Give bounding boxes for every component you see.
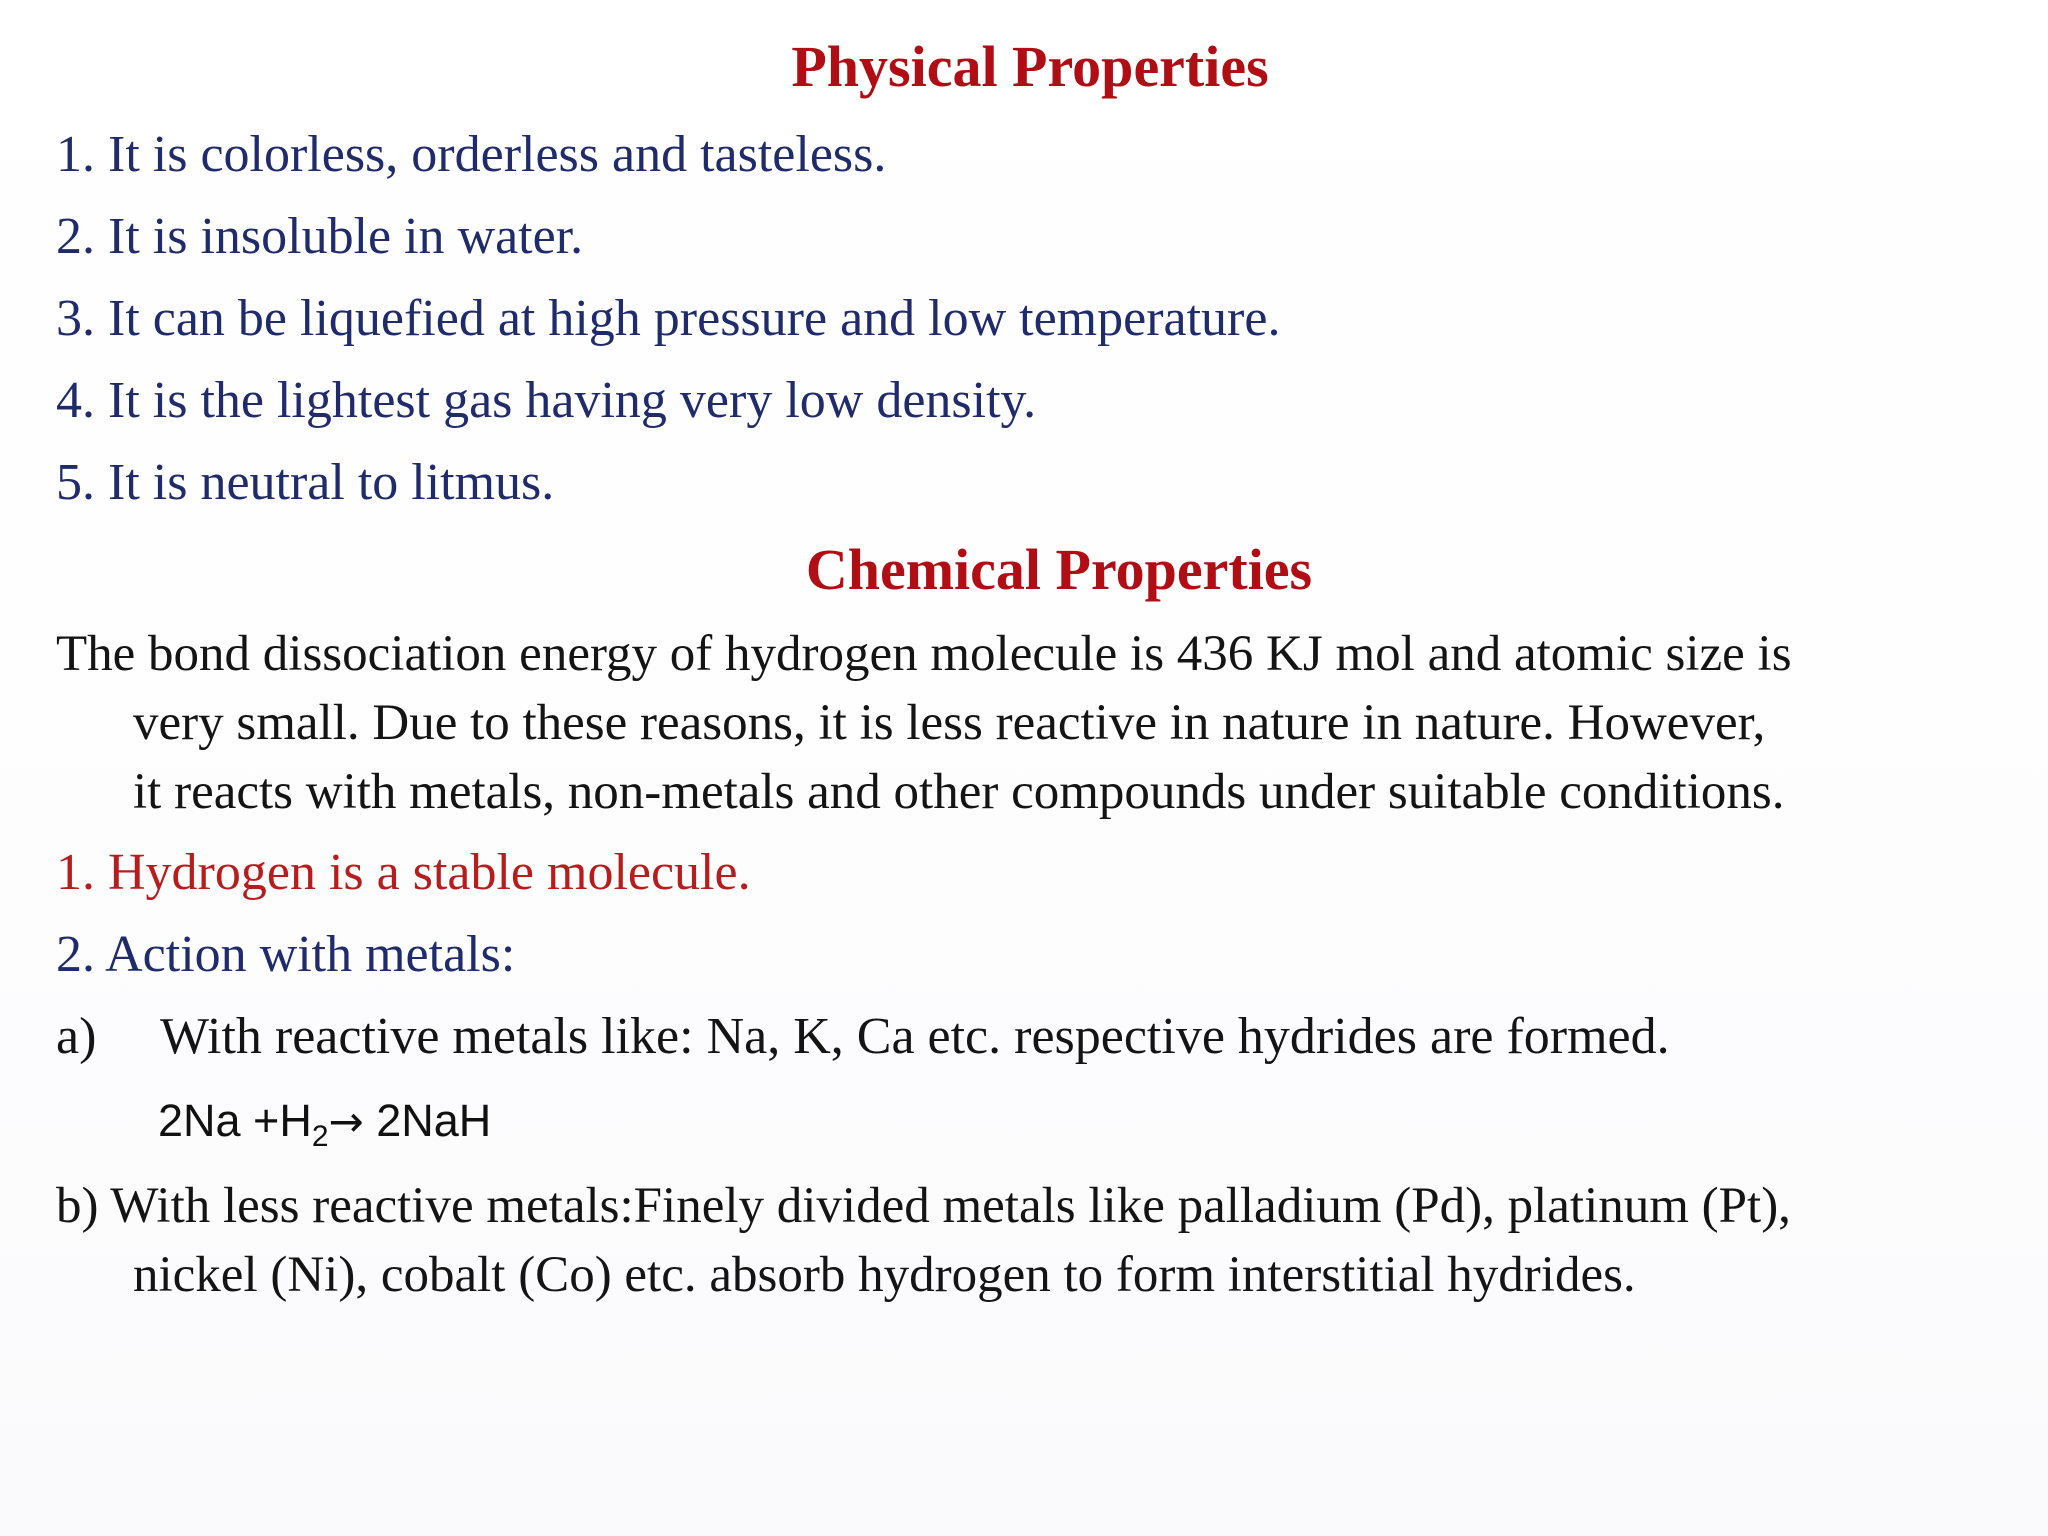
chemical-equation bbox=[158, 1088, 491, 1155]
chemical-item-2: 2. Action with metals: bbox=[56, 926, 516, 983]
equation-arrow: → bbox=[328, 1097, 364, 1146]
equation-left: 2Na +H bbox=[158, 1095, 312, 1146]
physical-item-2: 2. It is insoluble in water. bbox=[56, 208, 584, 265]
intro-line-1: The bond dissociation energy of hydrogen molecule is 436 KJ mol and atomic size is bbox=[56, 626, 1792, 682]
intro-line-3: it reacts with metals, non-metals and other compounds under suitable conditions. bbox=[133, 764, 1785, 820]
physical-item-3: 3. It can be liquefied at high pressure and low temperature. bbox=[56, 290, 1281, 347]
physical-item-5: 5. It is neutral to litmus. bbox=[56, 454, 555, 511]
equation-right: 2NaH bbox=[363, 1095, 492, 1146]
physical-properties-heading: Physical Properties bbox=[791, 34, 1269, 99]
physical-item-4: 4. It is the lightest gas having very low density. bbox=[56, 372, 1037, 429]
equation-subscript: 2 bbox=[311, 1120, 329, 1153]
intro-line-2: very small. Due to these reasons, it is less reactive in nature in nature. However, bbox=[133, 695, 1766, 751]
sub-item-a-marker: a) bbox=[56, 1008, 97, 1065]
sub-item-b-line-2: nickel (Ni), cobalt (Co) etc. absorb hydrogen to form interstitial hydrides. bbox=[133, 1247, 1636, 1303]
chemical-intro-paragraph bbox=[56, 620, 2016, 827]
chemical-properties-heading: Chemical Properties bbox=[805, 537, 1313, 602]
sub-item-a-text: With reactive metals like: Na, K, Ca etc. respective hydrides are formed. bbox=[160, 1008, 1670, 1065]
physical-item-1: 1. It is colorless, orderless and tasteless. bbox=[56, 126, 887, 183]
sub-item-b bbox=[56, 1172, 2016, 1310]
chemical-item-1: 1. Hydrogen is a stable molecule. bbox=[56, 844, 751, 901]
sub-item-b-line-1: b) With less reactive metals:Finely divided metals like palladium (Pd), platinum (Pt), bbox=[56, 1178, 1791, 1234]
sub-item-a bbox=[56, 1004, 1670, 1070]
